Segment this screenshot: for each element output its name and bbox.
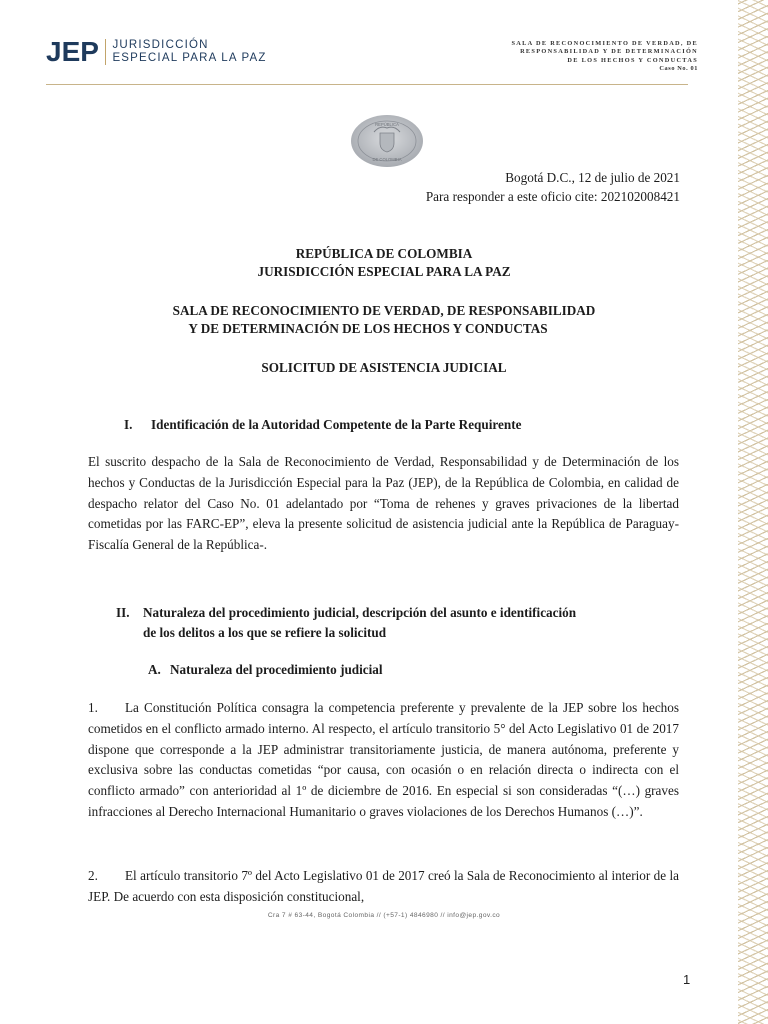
date-line: Bogotá D.C., 12 de julio de 2021 — [505, 170, 680, 185]
jep-logo — [46, 38, 267, 66]
paragraph-2-number: 2. — [88, 868, 98, 883]
seal-text-top: REPÚBLICA — [375, 122, 399, 127]
title-republic: REPÚBLICA DE COLOMBIA — [295, 246, 473, 261]
subsection-a-title: Naturaleza del procedimiento judicial — [170, 662, 383, 677]
title-jurisdiction: JURISDICCIÓN ESPECIAL PARA LA PAZ — [257, 264, 511, 279]
section-2-number: II. — [116, 605, 130, 620]
header-rule — [46, 84, 688, 85]
title-chamber-line1: SALA DE RECONOCIMIENTO DE VERDAD, DE RESPONSABILIDAD — [172, 303, 596, 318]
header-right-line1: SALA DE RECONOCIMIENTO DE VERDAD, DE — [511, 40, 698, 47]
header-case-number: Caso No. 01 — [659, 64, 698, 72]
header-right-line2: RESPONSABILIDAD Y DE DETERMINACIÓN — [520, 48, 698, 56]
logo-name-line1: JURISDICCIÓN — [112, 39, 209, 51]
logo-divider — [105, 39, 107, 65]
logo-name-line2: ESPECIAL PARA LA PAZ — [112, 52, 267, 64]
title-chamber-line2: Y DE DETERMINACIÓN DE LOS HECHOS Y CONDUCTAS — [188, 321, 548, 336]
header-right-line3: DE LOS HECHOS Y CONDUCTAS — [567, 56, 698, 64]
section-2-title-line2: de los delitos a los que se refiere la solicitud — [143, 625, 387, 640]
coat-of-arms-seal — [350, 114, 424, 168]
subsection-a-letter: A. — [148, 662, 161, 677]
title-request: SOLICITUD DE ASISTENCIA JUDICIAL — [261, 360, 507, 375]
section-1-body: El suscrito despacho de la Sala de Reconocimiento de Verdad, Responsabilidad y de Determinación de los hechos y Conductas de la Jurisdicción Especial para la Paz (JEP), de la República de Colombia, en calidad de despacho relator del Caso No. 01 adelantado por “Toma de rehenes y graves privaciones de la libertad cometidas por las FARC-EP”, eleva la presente solicitud de asistencia judicial ante la República de Paraguay- Fiscalía General de la República-. — [88, 454, 679, 553]
paragraph-1-text: La Constitución Política consagra la competencia preferente y prevalente de la JEP sobre los hechos cometidos en el conflicto armado interno. Al respecto, el artículo transitorio 5° del Acto Legislativo 01 de 2017 dispone que corresponde a la JEP administrar transitoriamente justicia, de manera autónoma, preferente y exclusiva sobre las conductas cometidas “por causa, con ocasión o en relación directa o indirecta con el conflicto armado” con anterioridad al 1º de diciembre de 2016. En especial si son consideradas “(…) graves infracciones al Derecho Internacional Humanitario o graves violaciones de los Derechos Humanos (…)”. — [88, 700, 679, 819]
logo-name — [112, 39, 266, 65]
seal-text-bottom: DE COLOMBIA — [372, 157, 402, 162]
logo-acronym: JEP — [46, 36, 99, 67]
header-chamber-label — [511, 40, 698, 73]
reference-line: Para responder a este oficio cite: 202102008421 — [425, 189, 680, 204]
footer-address: Cra 7 # 63-44, Bogotá Colombia // (+57-1) 4846980 // info@jep.gov.co — [267, 912, 501, 919]
section-1-title: Identificación de la Autoridad Competente de la Parte Requirente — [151, 417, 522, 432]
paragraph-2-text: El artículo transitorio 7º del Acto Legislativo 01 de 2017 creó la Sala de Reconocimiento al interior de la JEP. De acuerdo con esta disposición constitucional, — [88, 868, 679, 904]
section-1-number: I. — [124, 417, 133, 432]
page-number: 1 — [683, 972, 691, 987]
decorative-wave-border — [738, 0, 768, 1024]
section-2-title-line1: Naturaleza del procedimiento judicial, descripción del asunto e identificación — [143, 605, 577, 620]
paragraph-1 — [88, 698, 679, 823]
paragraph-1-number: 1. — [88, 700, 98, 715]
paragraph-2 — [88, 866, 679, 908]
